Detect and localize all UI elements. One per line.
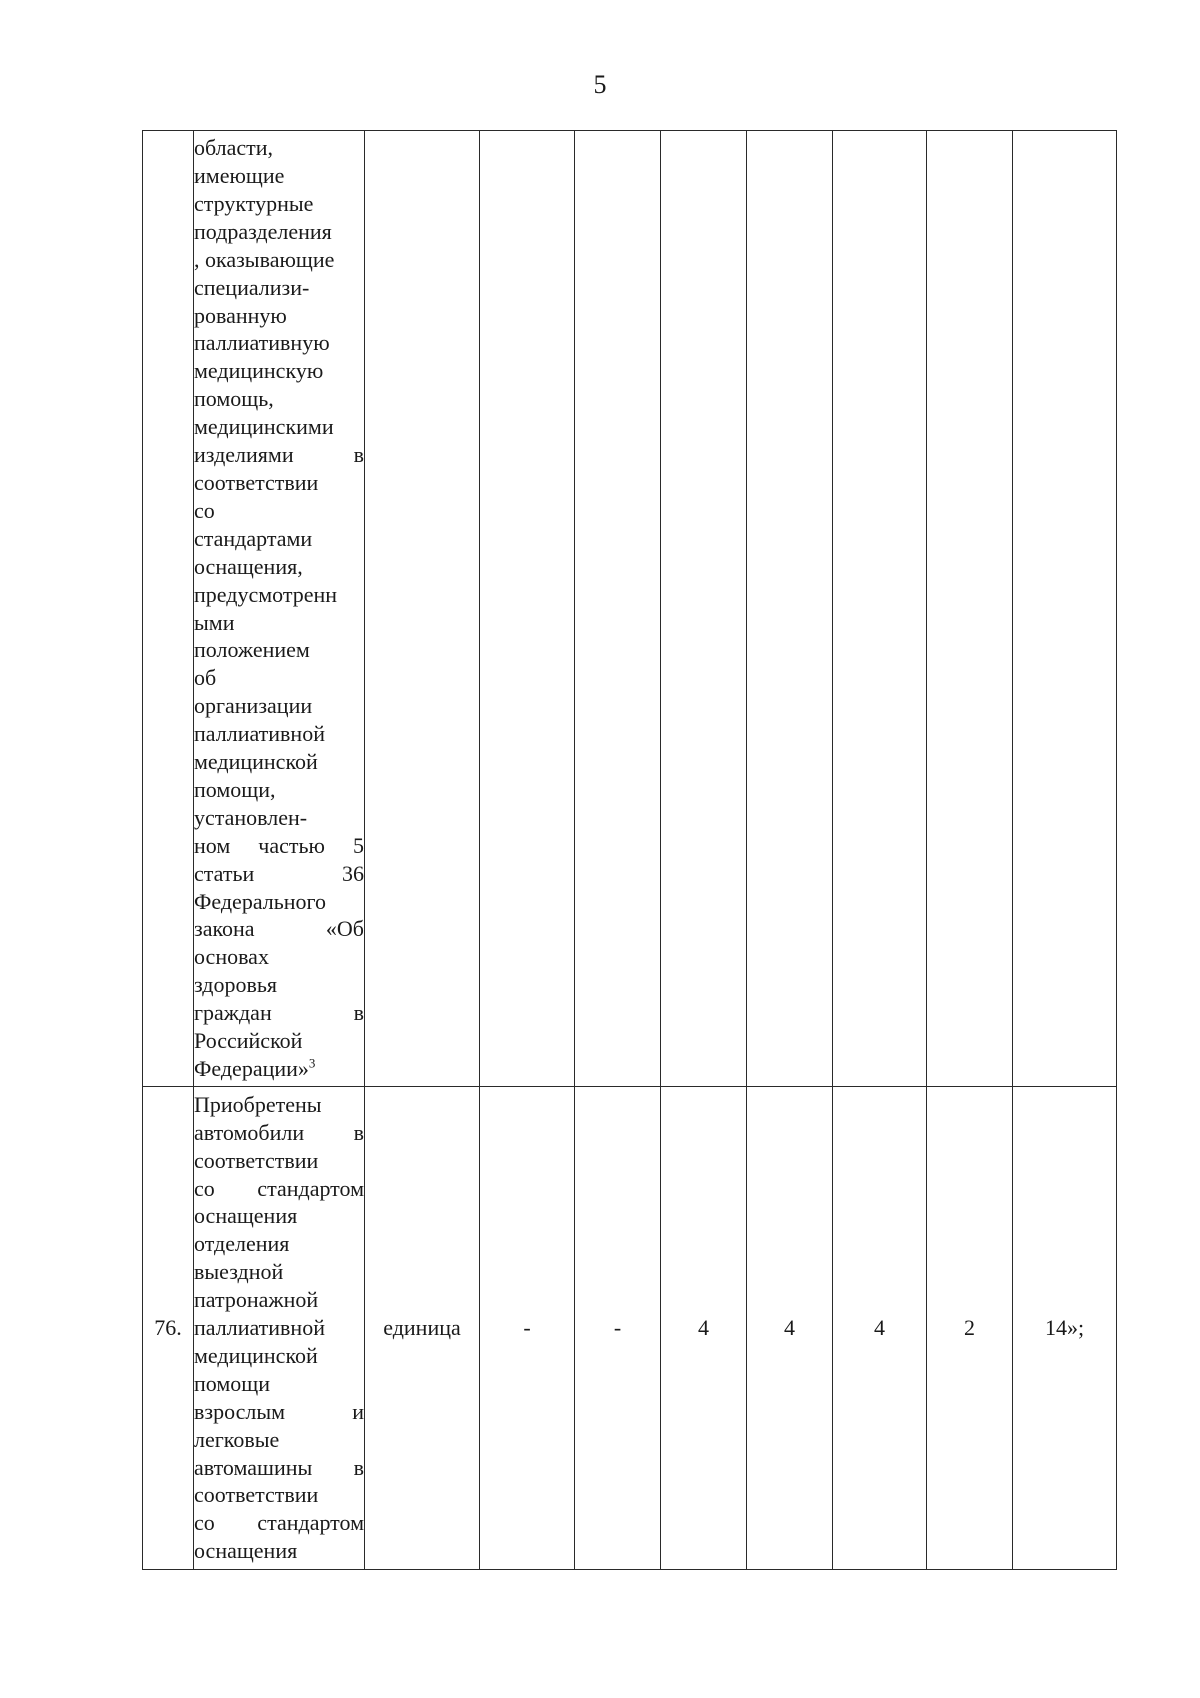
description-line: паллиативной — [194, 721, 325, 747]
value-cell: 4 — [833, 1087, 927, 1570]
value-cell — [480, 131, 575, 1087]
description-line: оснащения, — [194, 553, 303, 579]
description-line: паллиативной — [194, 1315, 325, 1341]
unit-cell: единица — [365, 1087, 480, 1570]
total-cell — [1013, 131, 1117, 1087]
description-line: помощь, — [194, 386, 274, 412]
description-line: положением — [194, 637, 310, 663]
description-line: взрослым и — [194, 1398, 364, 1424]
description-line: специализи- — [194, 274, 310, 300]
description-line: изделиями в — [194, 442, 364, 468]
description-line: структурные — [194, 190, 314, 216]
value-cell: - — [575, 1087, 661, 1570]
description-line: со — [194, 497, 215, 523]
description-line: здоровья — [194, 972, 278, 998]
description-line: автомашины в — [194, 1454, 364, 1480]
description-line: организации — [194, 693, 313, 719]
description-line: основах — [194, 944, 269, 970]
description-line: автомобили в — [194, 1119, 364, 1145]
footnote-marker: 3 — [308, 1055, 316, 1071]
description-line: соответствии — [194, 1482, 319, 1508]
description-line: медицинскую — [194, 358, 324, 384]
value-cell: - — [480, 1087, 575, 1570]
description-line: со стандартом — [194, 1510, 364, 1536]
description-line: медицинской — [194, 1342, 318, 1368]
page-number: 5 — [593, 70, 607, 99]
description-line: , оказывающие — [194, 246, 335, 272]
description-line: имеющие — [194, 163, 285, 188]
value-cell: 2 — [927, 1087, 1013, 1570]
description-line: установлен- — [194, 804, 308, 830]
row-description-cell — [194, 131, 365, 1087]
description-line: оснащения — [194, 1538, 298, 1564]
description-line: ыми — [194, 609, 235, 635]
description-line: подразделения — [194, 218, 332, 244]
description-line: паллиативную — [194, 330, 330, 356]
value-cell — [747, 131, 833, 1087]
description-line: стандартами — [194, 525, 313, 551]
description-line: предусмотренн — [194, 581, 338, 607]
row-description-cell — [194, 1087, 365, 1570]
description-line: легковые — [194, 1426, 280, 1452]
description-line: помощи — [194, 1370, 270, 1396]
value-cell — [575, 131, 661, 1087]
description-line: граждан в — [194, 1000, 364, 1026]
value-cell: 4 — [747, 1087, 833, 1570]
row-number-cell: 76. — [143, 1087, 194, 1570]
row-number-cell — [143, 131, 194, 1087]
description-line: выездной — [194, 1259, 284, 1285]
data-table — [142, 130, 1117, 1570]
description-line: соответствии — [194, 1147, 319, 1173]
value-cell — [927, 131, 1013, 1087]
description-line: со стандартом — [194, 1175, 364, 1201]
description-line: помощи, — [194, 776, 276, 802]
description-line: Приобретены — [194, 1091, 322, 1117]
description-line: об — [194, 665, 217, 691]
table-row-76 — [143, 1087, 1117, 1570]
description-line: Российской — [194, 1028, 303, 1054]
description-line: соответствии — [194, 469, 319, 495]
description-line: Федерального — [194, 888, 327, 914]
description-line: статьи 36 — [194, 860, 364, 886]
value-cell — [661, 131, 747, 1087]
description-line: ном частью 5 — [194, 832, 364, 858]
value-cell — [833, 131, 927, 1087]
value-cell: 4 — [661, 1087, 747, 1570]
description-line: Федерации»$^3$ — [194, 1055, 316, 1081]
description-line: рованную — [194, 302, 287, 328]
description-line: отделения — [194, 1231, 290, 1257]
description-line: медицинской — [194, 749, 318, 775]
description-text — [194, 1091, 364, 1565]
description-line: медицинскими — [194, 414, 334, 440]
description-line: области, — [194, 135, 274, 161]
table-row-continuation — [143, 131, 1117, 1087]
unit-cell — [365, 131, 480, 1087]
description-line: патронажной — [194, 1287, 319, 1313]
description-text — [194, 134, 364, 1083]
description-line: закона «Об — [194, 916, 364, 942]
description-line: оснащения — [194, 1203, 298, 1229]
total-cell: 14»; — [1013, 1087, 1117, 1570]
